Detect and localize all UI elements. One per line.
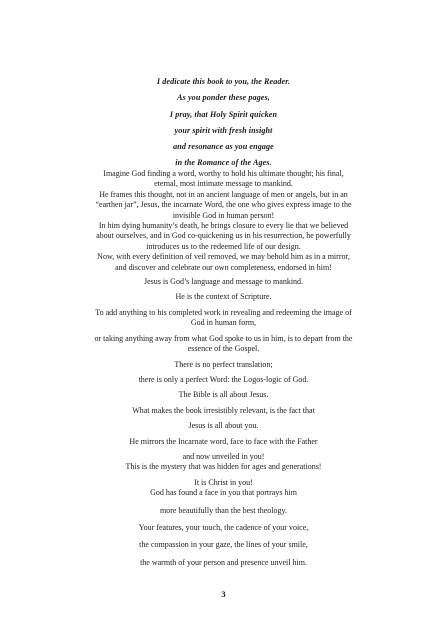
body-line: Jesus is all about you. (188, 421, 259, 431)
body-line: This is the mystery that was hidden for ages and generations! (125, 462, 322, 472)
body-line: It is Christ in you! (194, 477, 253, 487)
page-number: 3 (221, 589, 226, 599)
body-line: about ourselves, and in God co-quickening us in his resurrection, he powerfully (96, 231, 351, 241)
body-line: He is the context of Scripture. (175, 292, 272, 302)
body-line: invisible God in human person! (172, 210, 275, 220)
body-line: In him dying humanity’s death, he brings closure to every lie that we believed (98, 221, 349, 231)
body-line: To add anything to his completed work in revealing and redeeming the image of (95, 307, 352, 317)
body-line: Your features, your touch, the cadence of your voice, (138, 522, 309, 532)
body-line: Jesus is God’s language and message to mankind. (143, 277, 304, 287)
body-line: there is only a perfect Word: the Logos-logic of God. (138, 374, 309, 384)
body-line: He frames this thought, not in an ancient language of men or angels, but in an (99, 189, 348, 199)
body-line: essence of the Gospel. (187, 344, 260, 354)
body-line: The Bible is all about Jesus. (178, 390, 269, 400)
body-line: There is no perfect translation; (174, 359, 273, 369)
body-line: or taking anything away from what God spoke to us in him, is to depart from the (94, 333, 353, 343)
body-line: introduces us to the redeemed life of our design. (146, 241, 301, 251)
body-line: Imagine God finding a word, worthy to hold his ultimate thought; his final, (103, 169, 344, 178)
dedication-line: I pray, that Holy Spirit quicken (169, 109, 278, 119)
body-text (54, 169, 393, 568)
body-line: God in human form, (190, 318, 257, 328)
body-line: more beautifully than the best theology. (159, 505, 287, 515)
dedication-line: and resonance as you engage (173, 142, 274, 152)
body-line: eternal, most intimate message to mankind. (154, 179, 293, 189)
body-line: “earthen jar”, Jesus, the incarnate Word, the one who gives express image to the (95, 200, 352, 210)
body-line: and discover and celebrate our own completeness, endorsed in him! (115, 262, 332, 272)
body-line: What makes the book irresistibly relevant, is the fact that (132, 405, 315, 415)
dedication-line: I dedicate this book to you, the Reader. (156, 77, 291, 86)
body-line: Now, with every definition of veil removed, we may behold him as in a mirror, (97, 252, 350, 262)
dedication-line: As you ponder these pages, (177, 93, 270, 103)
body-line: the warmth of your person and presence unveil him. (140, 557, 307, 567)
body-line: He mirrors the Incarnate word, face to face with the Father (129, 436, 318, 446)
body-line: the compassion in your gaze, the lines of your smile, (139, 540, 308, 550)
dedication (0, 74, 447, 172)
dedication-line: your spirit with fresh insight (174, 125, 273, 135)
body-line: and now unveiled in you! (182, 451, 265, 461)
dedication-line: in the Romance of the Ages. (175, 158, 272, 168)
body-line: God has found a face in you that portrays him (150, 488, 297, 498)
